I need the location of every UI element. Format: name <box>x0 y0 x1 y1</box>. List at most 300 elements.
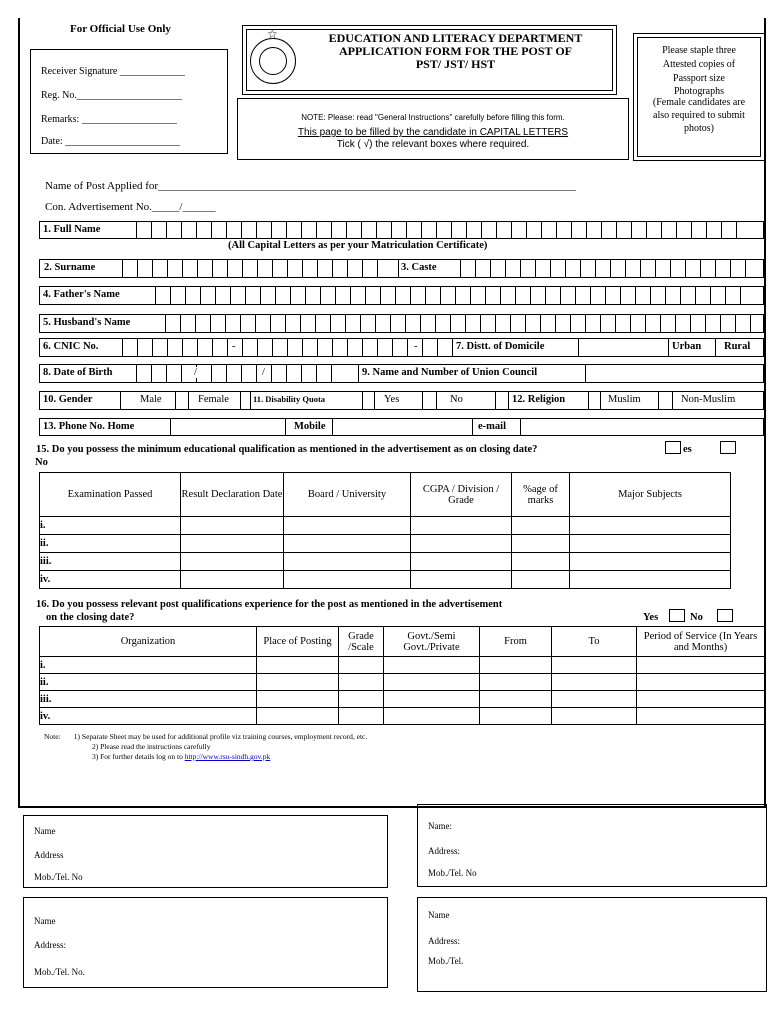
row-label: i. <box>40 657 257 674</box>
official-use-title: For Official Use Only <box>70 23 171 35</box>
disability-no-option[interactable]: No <box>450 394 463 405</box>
char-box[interactable] <box>211 365 226 382</box>
char-box[interactable] <box>287 339 302 356</box>
cnic-dash: - <box>414 341 418 352</box>
q15-yes-checkbox[interactable] <box>665 441 681 454</box>
char-box[interactable] <box>425 287 440 304</box>
addr-mob: Mob./Tel. No <box>428 868 477 878</box>
char-box[interactable] <box>530 287 545 304</box>
char-box[interactable] <box>152 339 167 356</box>
char-box[interactable] <box>362 339 377 356</box>
char-box[interactable] <box>585 315 600 332</box>
char-box[interactable] <box>466 222 481 238</box>
char-box[interactable] <box>376 222 391 238</box>
char-box[interactable] <box>690 315 705 332</box>
dept-title: EDUCATION AND LITERACY DEPARTMENT <box>328 31 583 45</box>
q16-no-checkbox[interactable] <box>717 609 733 622</box>
char-box[interactable] <box>271 365 286 382</box>
char-box[interactable] <box>211 222 226 238</box>
photo-line: Photographs <box>674 86 724 97</box>
char-box[interactable] <box>212 260 227 277</box>
notes-section <box>44 732 367 762</box>
char-box[interactable] <box>242 260 257 277</box>
table-row[interactable] <box>40 553 731 571</box>
full-name-row[interactable] <box>39 221 764 239</box>
char-box[interactable] <box>675 315 690 332</box>
char-box[interactable] <box>275 287 290 304</box>
char-box[interactable] <box>215 287 230 304</box>
religion-label: 12. Religion <box>512 394 566 405</box>
char-box[interactable] <box>195 315 210 332</box>
char-box[interactable] <box>320 287 335 304</box>
disability-yes-option[interactable]: Yes <box>384 394 400 405</box>
char-box[interactable] <box>706 222 721 238</box>
char-box[interactable] <box>185 287 200 304</box>
char-box[interactable] <box>525 315 540 332</box>
row-label: ii. <box>40 674 257 691</box>
edu-header: Result Declaration Date <box>181 473 284 517</box>
exp-header: To <box>552 627 637 657</box>
char-box[interactable] <box>285 315 300 332</box>
char-box[interactable] <box>520 260 535 277</box>
q15-text: 15. Do you possess the minimum educational qualification as mentioned in the advertisement as on closing date? <box>36 444 538 455</box>
char-box[interactable] <box>230 287 245 304</box>
char-box[interactable] <box>346 222 361 238</box>
char-box[interactable] <box>170 287 185 304</box>
char-box[interactable] <box>451 222 466 238</box>
char-box[interactable] <box>646 222 661 238</box>
char-box[interactable] <box>317 260 332 277</box>
char-box[interactable] <box>505 260 520 277</box>
char-box[interactable] <box>440 287 455 304</box>
char-box[interactable] <box>347 339 362 356</box>
table-row[interactable] <box>40 674 765 691</box>
char-box[interactable] <box>555 315 570 332</box>
exp-header: From <box>480 627 552 657</box>
char-box[interactable] <box>500 287 515 304</box>
char-box[interactable] <box>257 339 272 356</box>
table-row[interactable] <box>40 691 765 708</box>
rsu-website-link[interactable]: http://www.rsu-sindh.gov.pk <box>184 752 271 761</box>
edu-header: Major Subjects <box>570 473 731 517</box>
char-box[interactable] <box>360 315 375 332</box>
char-box[interactable] <box>465 315 480 332</box>
char-box[interactable] <box>286 222 301 238</box>
char-box[interactable] <box>496 222 511 238</box>
char-box[interactable] <box>700 260 715 277</box>
char-box[interactable] <box>422 339 437 356</box>
addr-mob: Mob./Tel. <box>428 956 464 966</box>
char-box[interactable] <box>556 222 571 238</box>
char-box[interactable] <box>316 222 331 238</box>
char-box[interactable] <box>550 260 565 277</box>
char-box[interactable] <box>375 315 390 332</box>
addr-address: Address: <box>428 846 460 856</box>
char-box[interactable] <box>260 287 275 304</box>
char-box[interactable] <box>615 315 630 332</box>
addr-name: Name <box>428 910 450 920</box>
char-box[interactable] <box>180 315 195 332</box>
char-box[interactable] <box>735 315 750 332</box>
char-box[interactable] <box>155 287 170 304</box>
char-box[interactable] <box>541 222 556 238</box>
experience-table <box>39 626 765 725</box>
char-box[interactable] <box>240 315 255 332</box>
char-box[interactable] <box>575 287 590 304</box>
post-title: PST/ JST/ HST <box>415 57 496 71</box>
char-box[interactable] <box>331 222 346 238</box>
mobile-label: Mobile <box>294 421 326 432</box>
char-box[interactable] <box>610 260 625 277</box>
char-box[interactable] <box>301 365 316 382</box>
char-box[interactable] <box>137 339 152 356</box>
surname-row[interactable] <box>39 259 764 278</box>
char-box[interactable] <box>586 222 601 238</box>
gender-row[interactable] <box>39 391 764 410</box>
caste-boxes[interactable] <box>460 260 765 277</box>
char-box[interactable] <box>420 315 435 332</box>
char-box[interactable] <box>490 260 505 277</box>
char-box[interactable] <box>165 315 180 332</box>
char-box[interactable] <box>580 260 595 277</box>
char-box[interactable] <box>455 287 470 304</box>
char-box[interactable] <box>316 365 331 382</box>
char-box[interactable] <box>392 339 407 356</box>
char-box[interactable] <box>302 339 317 356</box>
reg-no: Reg. No._____________________ <box>41 90 182 101</box>
table-row[interactable] <box>40 517 731 535</box>
domicile-label: 7. Distt. of Domicile <box>456 341 545 352</box>
char-box[interactable] <box>660 315 675 332</box>
official-date: Date: _______________________ <box>41 136 181 147</box>
char-box[interactable] <box>122 260 137 277</box>
table-row[interactable] <box>40 657 765 674</box>
char-box[interactable] <box>620 287 635 304</box>
char-box[interactable] <box>540 315 555 332</box>
note-line2: This page to be filled by the candidate in CAPITAL LETTERS <box>297 127 569 138</box>
char-box[interactable] <box>315 315 330 332</box>
advertisement-no-field[interactable]: Con. Advertisement No._____/______ <box>45 201 216 213</box>
exp-header: Grade /Scale <box>339 627 384 657</box>
char-box[interactable] <box>272 339 287 356</box>
char-box[interactable] <box>197 339 212 356</box>
husband-name-row[interactable] <box>39 314 764 333</box>
note-line1: NOTE: Please: read "General Instructions" carefully before filling this form. <box>301 113 565 122</box>
char-box[interactable] <box>560 287 575 304</box>
char-box[interactable] <box>406 222 421 238</box>
char-box[interactable] <box>570 315 585 332</box>
char-box[interactable] <box>480 315 495 332</box>
non-muslim-option[interactable]: Non-Muslim <box>681 394 736 405</box>
char-box[interactable] <box>377 339 392 356</box>
row-label: iii. <box>40 691 257 708</box>
muslim-option[interactable]: Muslim <box>608 394 641 405</box>
table-row[interactable] <box>40 708 765 725</box>
char-box[interactable] <box>151 365 166 382</box>
char-box[interactable] <box>302 260 317 277</box>
row-label: iv. <box>40 571 181 589</box>
char-box[interactable] <box>435 315 450 332</box>
q16-line2: on the closing date? <box>46 612 135 623</box>
char-box[interactable] <box>495 315 510 332</box>
urban-option[interactable]: Urban <box>672 341 702 352</box>
char-box[interactable] <box>691 222 706 238</box>
char-box[interactable] <box>625 260 640 277</box>
caps-instruction: (All Capital Letters as per your Matriculation Certificate) <box>228 240 488 251</box>
female-option[interactable]: Female <box>198 394 229 405</box>
govt-seal-icon: ☆ <box>250 38 296 84</box>
phone-row[interactable] <box>39 418 764 436</box>
surname-boxes[interactable] <box>122 260 398 277</box>
addr-mob: Mob./Tel. No <box>34 872 83 882</box>
char-box[interactable] <box>286 365 301 382</box>
dob-row[interactable] <box>39 364 764 383</box>
char-box[interactable] <box>616 222 631 238</box>
cnic-boxes[interactable] <box>122 339 452 356</box>
char-box[interactable] <box>695 287 710 304</box>
email-label: e-mail <box>478 421 506 432</box>
table-row[interactable] <box>40 535 731 553</box>
char-box[interactable] <box>226 365 241 382</box>
notes-label: Note: <box>44 732 61 741</box>
photo-line: (Female candidates are <box>652 97 746 108</box>
dob-label: 8. Date of Birth <box>43 367 113 378</box>
cnic-dash: - <box>232 341 236 352</box>
char-box[interactable] <box>167 339 182 356</box>
char-box[interactable] <box>565 260 580 277</box>
q16-yes-label: Yes <box>643 612 659 623</box>
char-box[interactable] <box>715 260 730 277</box>
char-box[interactable] <box>350 287 365 304</box>
char-box[interactable] <box>680 287 695 304</box>
char-box[interactable] <box>645 315 660 332</box>
char-box[interactable] <box>332 339 347 356</box>
char-box[interactable] <box>245 287 260 304</box>
char-box[interactable] <box>272 260 287 277</box>
official-use-box <box>30 49 228 154</box>
char-box[interactable] <box>197 260 212 277</box>
char-box[interactable] <box>390 315 405 332</box>
char-box[interactable] <box>345 315 360 332</box>
char-box[interactable] <box>605 287 620 304</box>
char-box[interactable] <box>361 222 376 238</box>
address-box-2 <box>417 804 767 887</box>
char-box[interactable] <box>391 222 406 238</box>
row-label: iv. <box>40 708 257 725</box>
char-box[interactable] <box>450 315 465 332</box>
husband-name-boxes[interactable] <box>165 315 765 332</box>
char-box[interactable] <box>510 315 525 332</box>
char-box[interactable] <box>166 365 181 382</box>
char-box[interactable] <box>571 222 586 238</box>
char-box[interactable] <box>182 339 197 356</box>
char-box[interactable] <box>287 260 302 277</box>
char-box[interactable] <box>705 315 720 332</box>
char-box[interactable] <box>595 260 610 277</box>
note-3: 3) For further details log on to <box>92 752 183 761</box>
char-box[interactable] <box>300 315 315 332</box>
char-box[interactable] <box>740 287 755 304</box>
char-box[interactable] <box>421 222 436 238</box>
male-option[interactable]: Male <box>140 394 162 405</box>
phone-home-label: 13. Phone No. Home <box>43 421 135 432</box>
table-row[interactable] <box>40 571 731 589</box>
row-label: ii. <box>40 535 181 553</box>
photo-line: also required to submit <box>653 110 745 121</box>
husband-name-label: 5. Husband's Name <box>43 317 131 328</box>
row-label: iii. <box>40 553 181 571</box>
char-box[interactable] <box>200 287 215 304</box>
dob-boxes[interactable] <box>136 365 358 382</box>
addr-address: Address: <box>34 940 66 950</box>
form-header <box>242 25 617 95</box>
char-box[interactable] <box>181 222 196 238</box>
char-box[interactable] <box>305 287 320 304</box>
exp-header: Organization <box>40 627 257 657</box>
char-box[interactable] <box>405 315 420 332</box>
char-box[interactable] <box>270 315 285 332</box>
char-box[interactable] <box>485 287 500 304</box>
char-box[interactable] <box>335 287 350 304</box>
char-box[interactable] <box>332 260 347 277</box>
char-box[interactable] <box>241 222 256 238</box>
char-box[interactable] <box>650 287 665 304</box>
char-box[interactable] <box>182 260 197 277</box>
char-box[interactable] <box>227 260 242 277</box>
addr-address: Address: <box>428 936 460 946</box>
char-box[interactable] <box>256 222 271 238</box>
char-box[interactable] <box>515 287 530 304</box>
q15-no-checkbox[interactable] <box>720 441 736 454</box>
char-box[interactable] <box>600 315 615 332</box>
father-name-boxes[interactable] <box>155 287 765 304</box>
char-box[interactable] <box>601 222 616 238</box>
father-name-row[interactable] <box>39 286 764 305</box>
char-box[interactable] <box>725 287 740 304</box>
char-box[interactable] <box>670 260 685 277</box>
char-box[interactable] <box>661 222 676 238</box>
char-box[interactable] <box>721 222 736 238</box>
char-box[interactable] <box>241 365 256 382</box>
exp-header: Period of Service (In Years and Months) <box>637 627 765 657</box>
char-box[interactable] <box>635 287 650 304</box>
note-line3: Tick ( √) the relevant boxes where required. <box>336 139 530 150</box>
char-box[interactable] <box>640 260 655 277</box>
char-box[interactable] <box>750 315 765 332</box>
char-box[interactable] <box>410 287 425 304</box>
q15-no-label: No <box>35 457 48 468</box>
address-box-4 <box>417 897 767 992</box>
exp-header: Place of Posting <box>257 627 339 657</box>
char-box[interactable] <box>196 222 211 238</box>
char-box[interactable] <box>460 260 475 277</box>
char-box[interactable] <box>317 339 332 356</box>
q16-yes-checkbox[interactable] <box>669 609 685 622</box>
char-box[interactable] <box>526 222 541 238</box>
char-box[interactable] <box>330 315 345 332</box>
post-applied-field[interactable]: Name of Post Applied for____________________________________________________________________________ <box>45 180 577 192</box>
char-box[interactable] <box>212 339 227 356</box>
char-box[interactable] <box>136 365 151 382</box>
char-box[interactable] <box>166 222 181 238</box>
photo-line: Attested copies of <box>662 59 736 70</box>
char-box[interactable] <box>631 222 646 238</box>
char-box[interactable] <box>362 260 377 277</box>
char-box[interactable] <box>655 260 670 277</box>
addr-mob: Mob./Tel. No. <box>34 967 85 977</box>
rural-option[interactable]: Rural <box>724 341 751 352</box>
char-box[interactable] <box>481 222 496 238</box>
char-box[interactable] <box>331 365 346 382</box>
char-box[interactable] <box>630 315 645 332</box>
char-box[interactable] <box>255 315 270 332</box>
char-box[interactable] <box>720 315 735 332</box>
addr-name: Name: <box>428 821 452 831</box>
char-box[interactable] <box>225 315 240 332</box>
photo-line: Please staple three <box>662 45 736 56</box>
char-box[interactable] <box>377 260 392 277</box>
char-box[interactable] <box>210 315 225 332</box>
char-box[interactable] <box>590 287 605 304</box>
char-box[interactable] <box>347 260 362 277</box>
char-box[interactable] <box>151 222 166 238</box>
cnic-row[interactable] <box>39 338 764 357</box>
note-1: 1) Separate Sheet may be used for additional profile viz training courses, employment record, etc. <box>73 732 368 741</box>
char-box[interactable] <box>136 222 151 238</box>
char-box[interactable] <box>380 287 395 304</box>
char-box[interactable] <box>545 287 560 304</box>
education-table <box>39 472 731 589</box>
char-box[interactable] <box>167 260 182 277</box>
char-box[interactable] <box>511 222 526 238</box>
char-box[interactable] <box>137 260 152 277</box>
photo-line: Passport size <box>673 73 725 84</box>
char-box[interactable] <box>437 339 452 356</box>
char-box[interactable] <box>271 222 286 238</box>
surname-label: 2. Surname <box>44 262 96 273</box>
char-box[interactable] <box>685 260 700 277</box>
char-box[interactable] <box>676 222 691 238</box>
address-box-3 <box>23 897 388 988</box>
char-box[interactable] <box>535 260 550 277</box>
char-box[interactable] <box>226 222 241 238</box>
char-box[interactable] <box>365 287 380 304</box>
char-box[interactable] <box>395 287 410 304</box>
full-name-label: 1. Full Name <box>43 224 101 235</box>
edu-header: CGPA / Division / Grade <box>411 473 512 517</box>
form-title: APPLICATION FORM FOR THE POST OF <box>338 44 572 58</box>
note-2: 2) Please read the instructions carefully <box>92 742 211 751</box>
char-box[interactable] <box>475 260 490 277</box>
char-box[interactable] <box>122 339 137 356</box>
char-box[interactable] <box>290 287 305 304</box>
char-box[interactable] <box>242 339 257 356</box>
char-box[interactable] <box>745 260 760 277</box>
char-box[interactable] <box>730 260 745 277</box>
char-box[interactable] <box>736 222 751 238</box>
char-box[interactable] <box>152 260 167 277</box>
char-box[interactable] <box>710 287 725 304</box>
char-box[interactable] <box>470 287 485 304</box>
q16-no-label: No <box>690 612 703 623</box>
char-box[interactable] <box>665 287 680 304</box>
father-name-label: 4. Father's Name <box>43 289 120 300</box>
full-name-boxes[interactable] <box>136 222 765 238</box>
addr-address: Address <box>34 850 64 860</box>
char-box[interactable] <box>436 222 451 238</box>
char-box[interactable] <box>257 260 272 277</box>
char-box[interactable] <box>301 222 316 238</box>
